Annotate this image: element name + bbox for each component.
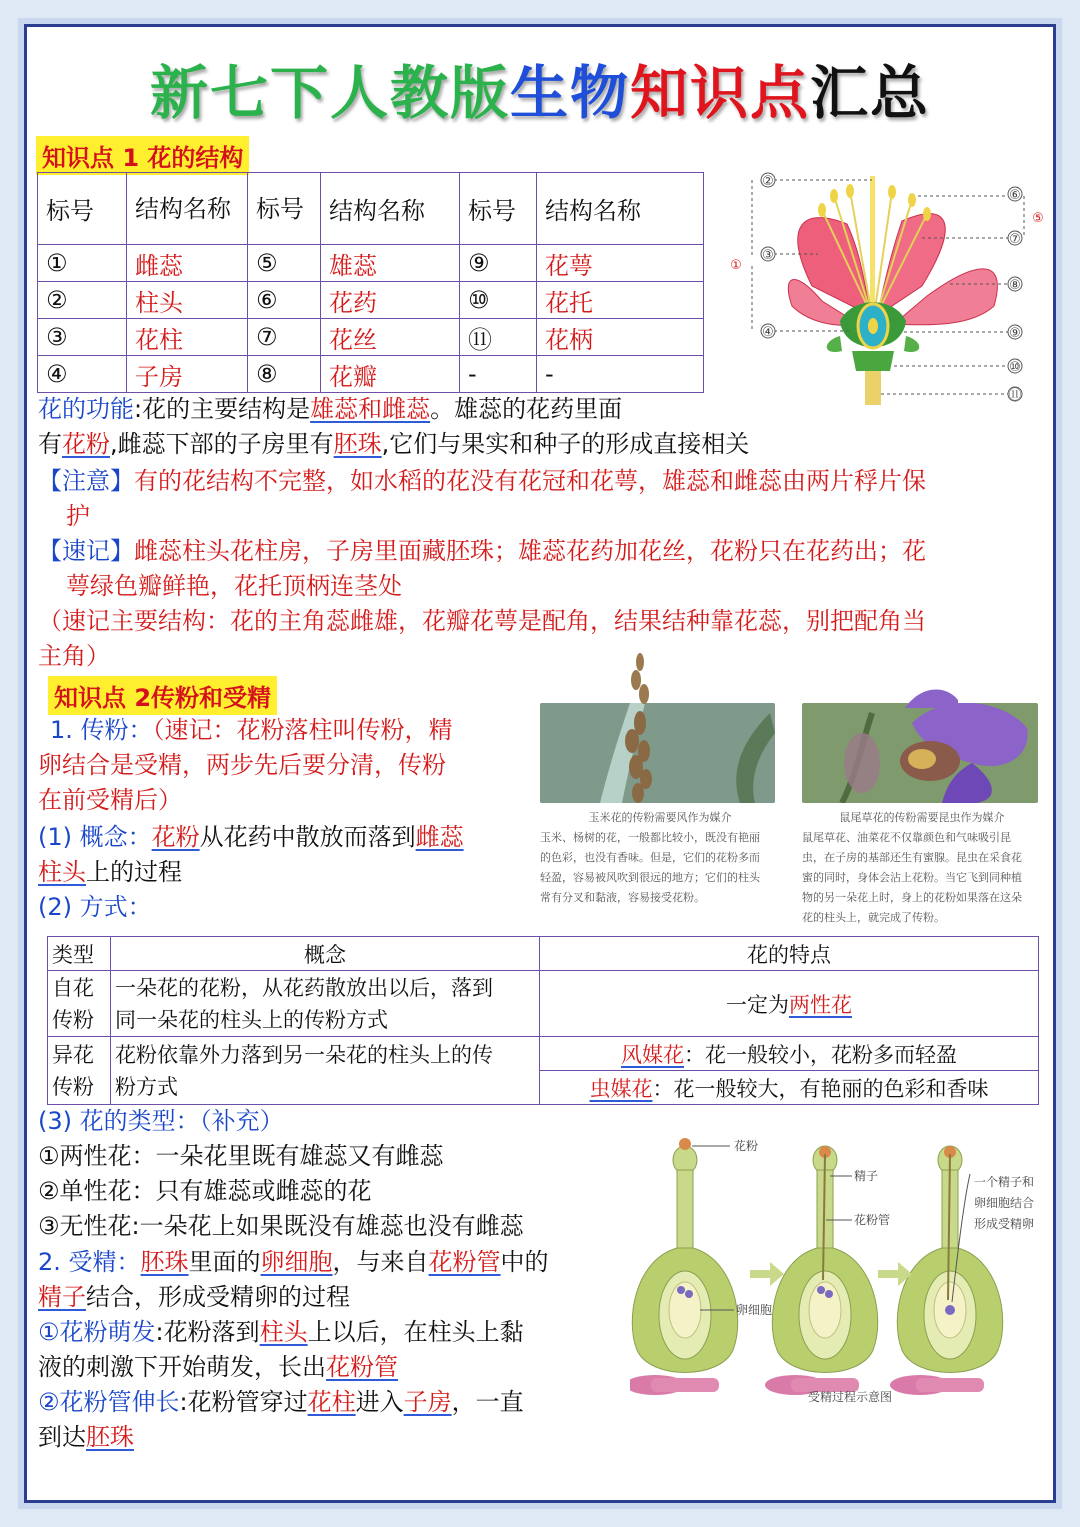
- cell: ②: [38, 282, 127, 319]
- cell: 雌蕊: [127, 245, 248, 282]
- term: 两性花: [789, 992, 852, 1017]
- text: 传粉: [52, 1007, 94, 1032]
- corn-caption: 玉米花的传粉需要风作为媒介: [588, 811, 732, 824]
- text: 卵结合是受精，两步先后要分清，传粉: [38, 751, 446, 779]
- self-concept: [111, 971, 540, 1037]
- header-name-1: 结构名称: [127, 173, 248, 245]
- text: ②单性花：只有雄蕊或雌蕊的花: [38, 1177, 372, 1205]
- diagram-caption: 受精过程示意图: [807, 1390, 893, 1404]
- flower-types: [38, 1104, 638, 1244]
- text: 鼠尾草花、油菜花不仅靠颜色和气味吸引昆: [802, 831, 1011, 844]
- term: 精子: [38, 1283, 86, 1311]
- cell: ⑦: [248, 319, 321, 356]
- header-no-3: 标号: [460, 173, 537, 245]
- cell: 花柄: [537, 319, 704, 356]
- table-row: [48, 971, 1039, 1037]
- insect-feature: [540, 1071, 1039, 1105]
- text: 粉方式: [115, 1074, 178, 1099]
- text: :花的主要结构是: [134, 395, 311, 423]
- table-row: [38, 356, 704, 393]
- cell: ①: [38, 245, 127, 282]
- self-feature: [540, 971, 1039, 1037]
- term: 柱头: [259, 1318, 308, 1346]
- label: (2) 方式：: [38, 893, 152, 921]
- k2-heading: 知识点 2传粉和受精: [48, 676, 277, 715]
- text: 一定为: [726, 992, 789, 1017]
- text: 进入: [355, 1388, 404, 1416]
- cell: ⑥: [248, 282, 321, 319]
- pollination-intro: [38, 713, 528, 818]
- cross-concept: [111, 1037, 540, 1105]
- diagram-label-10: ⑩: [1009, 360, 1021, 375]
- cell: ⑧: [248, 356, 321, 393]
- text: 萼绿色瓣鲜艳，花托顶柄连茎处: [66, 572, 402, 600]
- sage-flower-top: [900, 684, 960, 708]
- text: 护: [66, 502, 90, 530]
- title-part3: 知识点: [630, 59, 811, 127]
- text: 雌蕊柱头花柱房，子房里面藏胚珠；雄蕊花药加花丝，花粉只在花药出；花: [134, 537, 926, 565]
- text: 常有分叉和黏液，容易接受花粉。: [540, 891, 705, 904]
- function-label: 花的功能: [38, 395, 134, 423]
- term: 雌蕊: [415, 823, 464, 851]
- section-head: 2. 受精：: [38, 1248, 141, 1276]
- text: （速记主要结构：花的主角蕊雌雄，花瓣花萼是配角，结果结种靠花蕊，别把配角当: [38, 607, 926, 635]
- table-row: [38, 282, 704, 319]
- text: 里面的: [188, 1248, 261, 1276]
- text: 中的: [500, 1248, 549, 1276]
- term: 雄蕊和雌蕊: [310, 395, 431, 423]
- header-name-3: 结构名称: [537, 173, 704, 245]
- text: :花粉管穿过: [179, 1388, 308, 1416]
- diagram-label-5: ⑤: [1032, 211, 1044, 226]
- fertilization: [38, 1245, 638, 1455]
- memo-tag: 【速记】: [38, 537, 134, 565]
- diagram-label-6: ⑥: [1009, 188, 1021, 203]
- sage-caption: 鼠尾草花的传粉需要昆虫作为媒介: [839, 811, 1005, 824]
- corn-flower-photo: [540, 703, 775, 803]
- text: 有: [38, 430, 62, 458]
- k1-heading: 知识点 1 花的结构: [36, 136, 249, 175]
- text: ③无性花:一朵花上如果既没有雄蕊也没有雌蕊: [38, 1212, 524, 1240]
- term: 柱头: [38, 858, 86, 886]
- diagram-label-8: ⑧: [1009, 278, 1021, 293]
- text: 结合，形成受精卵的过程: [86, 1283, 350, 1311]
- term: 风媒花: [621, 1042, 684, 1067]
- term: 花柱: [307, 1388, 356, 1416]
- cell: 花丝: [321, 319, 460, 356]
- table-row: [38, 245, 704, 282]
- cell: ③: [38, 319, 127, 356]
- cell: 花柱: [127, 319, 248, 356]
- pollination-table: [47, 936, 1039, 1105]
- cell: 花托: [537, 282, 704, 319]
- text: 液的刺激下开始萌发，长出: [38, 1353, 326, 1381]
- text: 同一朵花的柱头上的传粉方式: [115, 1007, 388, 1032]
- text: ，一直: [451, 1388, 524, 1416]
- cell: -: [537, 356, 704, 393]
- text: 物的另一朵花上时，身上的花粉如果落在这朵: [802, 891, 1022, 904]
- table-row: [48, 1037, 1039, 1071]
- text: :花粉落到: [155, 1318, 260, 1346]
- header-concept: 概念: [111, 937, 540, 971]
- diagram-label-3: ③: [762, 248, 774, 263]
- cell: 花药: [321, 282, 460, 319]
- text: ①两性花：一朵花里既有雄蕊又有雌蕊: [38, 1142, 444, 1170]
- diagram-label-11: ⑪: [1008, 388, 1022, 403]
- text: 有的花结构不完整，如水稻的花没有花冠和花萼，雄蕊和雌蕊由两片稃片保: [134, 467, 926, 495]
- step-head: ②花粉管伸长: [38, 1388, 180, 1416]
- table-row: [38, 319, 704, 356]
- term: 卵细胞: [260, 1248, 333, 1276]
- step-head: ①花粉萌发: [38, 1318, 156, 1346]
- text: 轻盈，容易被风吹到很远的地方；它们的柱头: [540, 871, 760, 884]
- pollination-concept: [38, 820, 528, 925]
- text: 花粉依靠外力落到另一朵花的柱头上的传: [115, 1042, 493, 1067]
- cell: ⑩: [460, 282, 537, 319]
- text: ,雌蕊下部的子房里有: [110, 430, 334, 458]
- page-title: [0, 46, 1080, 130]
- text: 花的柱头上，就完成了传粉。: [802, 911, 945, 924]
- term: 花粉: [62, 430, 110, 458]
- header-no-1: 标号: [38, 173, 127, 245]
- cell: ⑪: [460, 319, 537, 356]
- term: 子房: [403, 1388, 452, 1416]
- wind-feature: [540, 1037, 1039, 1071]
- cell: 子房: [127, 356, 248, 393]
- diagram-label-9: ⑨: [1009, 326, 1021, 341]
- text: （速记：花粉落柱叫传粉，精: [152, 716, 453, 744]
- self-type: [48, 971, 111, 1037]
- label-tube: 花粉管: [854, 1213, 891, 1227]
- cell: ⑨: [460, 245, 537, 282]
- text: 一朵花的花粉，从花药散放出以后，落到: [115, 975, 493, 1000]
- term: 虫媒花: [589, 1076, 653, 1101]
- text: 上以后，在柱头上黏: [307, 1318, 524, 1346]
- text: 传粉: [52, 1074, 94, 1099]
- structure-table: [37, 172, 704, 393]
- title-part4: 汇总: [810, 59, 931, 127]
- cell: 雄蕊: [321, 245, 460, 282]
- cell: 柱头: [127, 282, 248, 319]
- text: 。雄蕊的花药里面: [430, 395, 623, 423]
- term: 胚珠: [86, 1423, 134, 1451]
- section-head: 1. 传粉：: [50, 716, 153, 744]
- text: ：花一般较大，有艳丽的色彩和香味: [652, 1076, 989, 1101]
- header-name-2: 结构名称: [321, 173, 460, 245]
- term: 胚珠: [140, 1248, 189, 1276]
- label: (1) 概念：: [38, 823, 152, 851]
- header-feature: 花的特点: [540, 937, 1039, 971]
- text: 异花: [52, 1042, 94, 1067]
- sage-flower-photo: [802, 703, 1038, 803]
- cell: ⑤: [248, 245, 321, 282]
- label-result-2: 卵细胞结合: [974, 1196, 1035, 1210]
- flower-structure-diagram: [722, 166, 1052, 410]
- label-egg: 卵细胞: [736, 1303, 773, 1317]
- title-part1: 新七下人教版: [149, 59, 510, 127]
- sage-caption-block: [802, 808, 1042, 928]
- title-part2: 生物: [509, 59, 630, 127]
- memo-block: [38, 534, 1048, 604]
- note-tag: 【注意】: [38, 467, 134, 495]
- flower-function: [38, 392, 1048, 462]
- text: 蜜的同时，身体会沾上花粉。当它飞到同种植: [802, 871, 1022, 884]
- corn-caption-block: [540, 808, 780, 908]
- term: 花粉管: [326, 1353, 398, 1381]
- note-block: [38, 464, 1048, 534]
- corn-tassel-top: [614, 652, 664, 707]
- text: 到达: [38, 1423, 86, 1451]
- label-result-1: 一个精子和: [974, 1175, 1035, 1189]
- fertilization-diagram: [630, 1130, 1050, 1420]
- header-no-2: 标号: [248, 173, 321, 245]
- label-pollen: 花粉: [734, 1139, 759, 1153]
- label-sperm: 精子: [854, 1169, 879, 1183]
- term: 花粉: [151, 823, 200, 851]
- term: 花粉管: [428, 1248, 501, 1276]
- text: 玉米、杨树的花，一般都比较小，既没有艳丽: [540, 831, 760, 844]
- text: 自花: [52, 975, 94, 1000]
- diagram-label-2: ②: [762, 174, 774, 189]
- term: 胚珠: [333, 430, 382, 458]
- text: ，与来自: [332, 1248, 429, 1276]
- text: ：花一般较小，花粉多而轻盈: [684, 1042, 957, 1067]
- label-result-3: 形成受精卵: [974, 1217, 1035, 1231]
- section-head: (3) 花的类型：（补充）: [38, 1107, 284, 1135]
- diagram-label-1: ①: [730, 258, 742, 273]
- diagram-label-7: ⑦: [1009, 232, 1021, 247]
- cross-type: [48, 1037, 111, 1105]
- text: 的色彩，也没有香味。但是，它们的花粉多而: [540, 851, 760, 864]
- cell: 花萼: [537, 245, 704, 282]
- header-type: 类型: [48, 937, 111, 971]
- diagram-label-4: ④: [762, 325, 774, 340]
- text: 从花药中散放而落到: [199, 823, 416, 851]
- text: 上的过程: [86, 858, 182, 886]
- cell: 花瓣: [321, 356, 460, 393]
- text: 在前受精后）: [38, 786, 182, 814]
- text: 主角）: [38, 642, 110, 670]
- text: 虫，在子房的基部还生有蜜腺。昆虫在采食花: [802, 851, 1022, 864]
- main-memo-block: [38, 604, 1048, 674]
- cell: ④: [38, 356, 127, 393]
- cell: -: [460, 356, 537, 393]
- text: ,它们与果实和种子的形成直接相关: [381, 430, 750, 458]
